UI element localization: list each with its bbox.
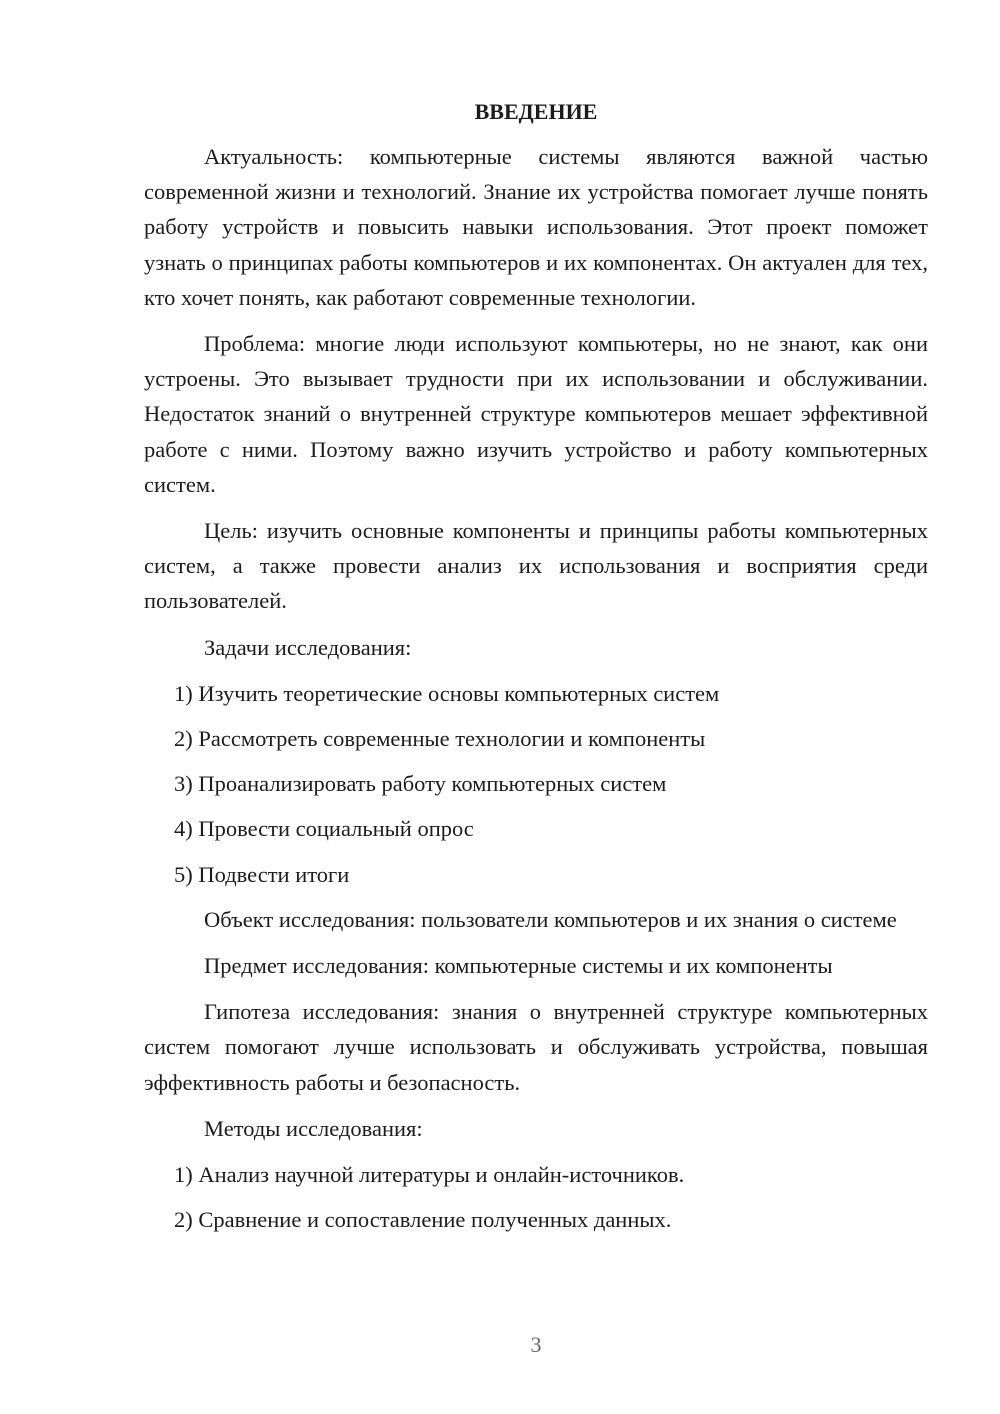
list-item: 3) Проанализировать работу компьютерных систем bbox=[174, 771, 667, 797]
list-item: 2) Сравнение и сопоставление полученных данных. bbox=[174, 1207, 672, 1233]
tasks-list bbox=[144, 676, 928, 892]
list-item: 1) Анализ научной литературы и онлайн-источников. bbox=[174, 1162, 685, 1188]
list-item: 4) Провести социальный опрос bbox=[174, 816, 474, 842]
list-item: 2) Рассмотреть современные технологии и компоненты bbox=[174, 726, 706, 752]
goal-paragraph: Цель: изучить основные компоненты и принципы работы компьютерных систем, а также провести анализ их использования и восприятия среди пользователей. bbox=[144, 518, 928, 614]
section-title: ВВЕДЕНИЕ bbox=[474, 99, 598, 124]
object-paragraph: Объект исследования: пользователи компьютеров и их знания о системе bbox=[204, 906, 897, 932]
methods-list bbox=[144, 1157, 928, 1237]
list-item: 1) Изучить теоретические основы компьютерных систем bbox=[174, 680, 720, 706]
hypothesis-paragraph: Гипотеза исследования: знания о внутренней структуре компьютерных систем помогают лучше использовать и обслуживать устройства, повышая эффективность работы и безопасность. bbox=[144, 999, 928, 1095]
relevance-paragraph: Актуальность: компьютерные системы являются важной частью современной жизни и технологий. Знание их устройства помогает лучше понять работу устройств и повысить навыки использования. Этот проект поможет узнать о принципах работы компьютеров и их компонентах. Он актуален для тех, кто хочет понять, как работают современные технологии. bbox=[144, 144, 928, 310]
list-item: 5) Подвести итоги bbox=[174, 861, 350, 887]
problem-paragraph: Проблема: многие люди используют компьютеры, но не знают, как они устроены. Это вызывает трудности при их использовании и обслуживании. Недостаток знаний о внутренней структуре компьютеров мешает эффективной работе с ними. Поэтому важно изучить устройство и работу компьютерных систем. bbox=[144, 331, 928, 497]
page-number: 3 bbox=[530, 1332, 542, 1357]
methods-heading: Методы исследования: bbox=[204, 1115, 423, 1141]
page-content bbox=[144, 94, 928, 1247]
subject-paragraph: Предмет исследования: компьютерные системы и их компоненты bbox=[204, 953, 833, 979]
tasks-heading: Задачи исследования: bbox=[204, 634, 412, 660]
